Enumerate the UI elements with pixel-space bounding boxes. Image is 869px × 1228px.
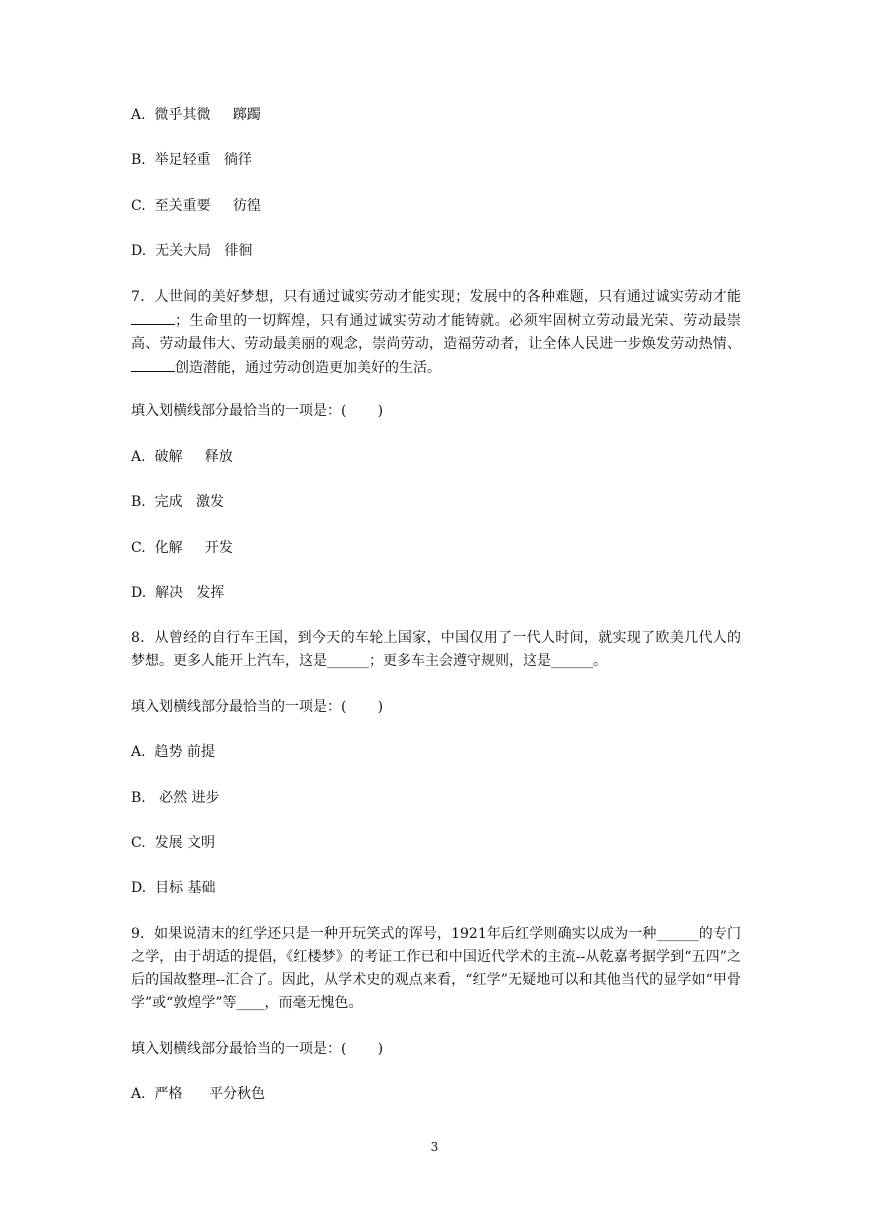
q8-option-a: A. 趋势 前提 — [131, 744, 215, 760]
q9-prompt: 填入划横线部分最恰当的一项是：( ) — [131, 1041, 384, 1057]
q8-stem — [131, 627, 741, 673]
q7-stem-part-3: 创造潜能，通过劳动创造更加美好的生活。 — [175, 360, 441, 376]
q6-option-d: D. 无关大局 徘徊 — [131, 243, 253, 259]
q9-option-a: A. 严格 平分秋色 — [131, 1086, 266, 1102]
q8-prompt: 填入划横线部分最恰当的一项是：( ) — [131, 699, 384, 715]
q8-option-d: D. 目标 基础 — [131, 880, 216, 896]
q7-option-b: B. 完成 激发 — [131, 494, 224, 510]
q9-stem — [131, 923, 741, 1015]
q7-stem-part-2: ；生命里的一切辉煌，只有通过诚实劳动才能铸就。必须牢固树立劳动最光荣、劳动最崇高、劳动最伟大、劳动最美丽的观念，崇尚劳动，造福劳动者，让全体人民进一步焕发劳动热情、 — [131, 313, 741, 352]
q7-stem — [131, 286, 741, 380]
q9-stem-text: 9．如果说清末的红学还只是一种开玩笑式的诨号，1921年后红学则确实以成为一种______的专门之学，由于胡适的提倡，《红楼梦》的考证工作已和中国近代学术的主流--从乾嘉考据学到“五四”之后的国故整理--汇合了。因此，从学术史的观点来看，“红学”无疑地可以和其他当代的显学如“甲骨学”或“敦煌学”等____，而毫无愧色。 — [131, 926, 741, 1011]
q7-option-a: A. 破解 释放 — [131, 449, 233, 465]
q7-option-c: C. 化解 开发 — [131, 540, 233, 556]
page-number: 3 — [430, 1140, 439, 1154]
q8-option-b: B. 必然 进步 — [131, 790, 220, 806]
q6-option-c: C. 至关重要 彷徨 — [131, 198, 261, 214]
q7-prompt: 填入划横线部分最恰当的一项是：( ) — [131, 403, 384, 419]
q6-option-b: B. 举足轻重 徜徉 — [131, 152, 252, 168]
q7-stem-part-1: 7．人世间的美好梦想，只有通过诚实劳动才能实现；发展中的各种难题，只有通过诚实劳动才能 — [131, 289, 741, 305]
q6-option-a: A. 微乎其微 踯躅 — [131, 107, 261, 123]
q8-option-c: C. 发展 文明 — [131, 835, 216, 851]
q7-blank-2 — [131, 356, 175, 372]
q8-stem-text: 8．从曾经的自行车王国，到今天的车轮上国家，中国仅用了一代人时间，就实现了欧美几代人的梦想。更多人能开上汽车，这是______；更多车主会遵守规则，这是______。 — [131, 630, 741, 669]
q7-blank-1 — [131, 309, 175, 325]
q7-option-d: D. 解决 发挥 — [131, 585, 225, 601]
